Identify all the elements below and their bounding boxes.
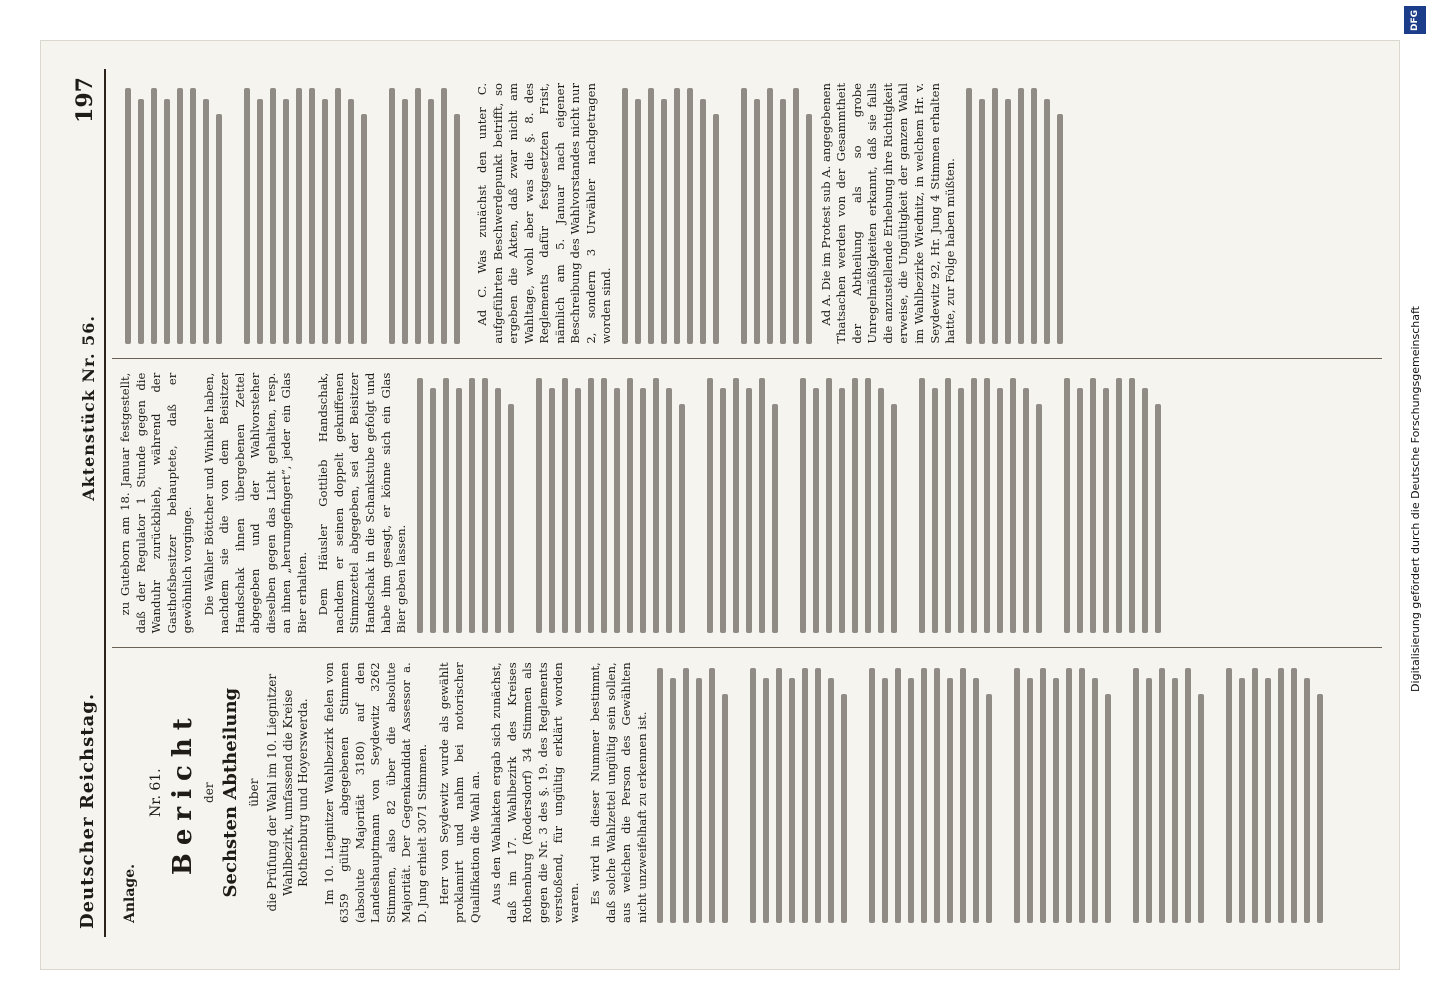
text-block (125, 83, 475, 344)
paragraph: Es wird in dieser Nummer bestimmt, daß solche Wahlzettel ungültig sein sollen, aus welchen die Person des Gewählten nicht unzweifelhaft zu erkennen ist. (588, 662, 649, 923)
scanned-page (40, 40, 1400, 970)
paragraph: Im 10. Liegnitzer Wahlbezirk fielen von 6359 gültig abgegebenen Stimmen (absolute Majorität 3180) auf den Landeshauptmann von Seydewitz 3262 Stimmen, also 82 über die absolute Majorität. Der Gegenkandidat Assessor a. D. Jung erhielt 3071 Stimmen. (321, 662, 429, 923)
report-number: Nr. 61. (148, 768, 164, 817)
paragraph: zu Guteborn am 18. Januar festgestellt, daß der Regulator 1 Stunde gegen die Wanduhr zurückblieb, während der Gasthofsbesitzer behauptete, daß er gewöhnlich vorginge. (118, 372, 195, 634)
paragraph: Ad A. Die im Protest sub A. angegebenen Thatsachen werden von der Gesammtheit der Abtheilung als so grobe Unregelmäßigkeiten erkannt, daß sie falls die anzustellende Erhebung ihre Richtigkeit erweise, die Ungültigkeit der ganzen Wahl im Wahlbezirke Wiednitz, in welchem Hr. v. Seydewitz 92, Hr. Jung 4 Stimmen erhalten hatte, zur Folge haben müßten. (818, 82, 958, 344)
paragraph: Dem Häusler Gottlieb Handschak, nachdem er seinen doppelt gekniffenen Stimmzettel abgegeben, sei der Beisitzer Handschak in die Schankstube gefolgt und habe ihm gesagt, er könne sich ein Glas Bier geben lassen. (316, 372, 409, 634)
dfg-logo-text: DFG (1410, 9, 1420, 31)
page-number: 197 (72, 77, 98, 123)
paragraph: Herr von Seydewitz wurde als gewählt proklamirt und nahm bei notorischer Qualifikation die Wahl an. (436, 662, 482, 923)
columns (112, 69, 1382, 937)
header-left: Deutscher Reichstag. (77, 692, 98, 929)
header-middle: Aktenstück Nr. 56. (79, 315, 98, 501)
middle-column (112, 359, 1382, 649)
paragraph: Ad C. Was zunächst den unter C. aufgeführten Beschwerdepunkt betrifft, so ergeben die Akten, daß zwar nicht am Wahltage, wohl aber was die §. 8. des Reglements dafür festgesetzten Frist, nämlich am 5. Januar nach eigener Beschreibung des Wahlvorstandes nicht nur 2, sondern 3 Urwähler nachgetragen worden sind. (475, 82, 614, 344)
funding-note (1404, 24, 1426, 974)
ueber-text: über (247, 778, 261, 807)
funding-note-text: Digitalisierung gefördert durch die Deutsche Forschungsgemeinschaft (1408, 306, 1422, 692)
left-column (112, 648, 1382, 937)
paragraph: Aus den Wahlakten ergab sich zunächst, daß im 17. Wahlbezirk des Kreises Rothenburg (Rodersdorf) 34 Stimmen als gegen die Nr. 3 des §. 19. des Reglements verstoßend, für ungültig erklärt worden waren. (489, 662, 581, 923)
section-title: Sechsten Abtheilung (220, 687, 241, 898)
page-header (64, 69, 106, 937)
right-column (112, 69, 1382, 359)
text-block (966, 83, 1063, 344)
paragraph: Die Wähler Böttcher und Winkler haben, nachdem sie die von dem Beisitzer Handschak ihnen übergebenen Zettel abgegeben und der Wahlvorsteher dieselben gegen das Licht gehalten, resp. an ihnen „herumgefingert“, jeder ein Glas Bier erhalten. (201, 372, 309, 634)
text-block (657, 662, 1323, 923)
der-text: der (202, 782, 216, 803)
report-subtitle: die Prüfung der Wahl im 10. Liegnitzer Wahlbezirk, umfassend die Kreise Rothenburg und Hoyerswerda. (265, 673, 311, 912)
text-block (622, 83, 812, 344)
report-title: Bericht (168, 710, 198, 876)
text-block (417, 373, 1161, 634)
rotated-page (50, 55, 1390, 955)
anlage-heading: Anlage. (122, 863, 138, 923)
